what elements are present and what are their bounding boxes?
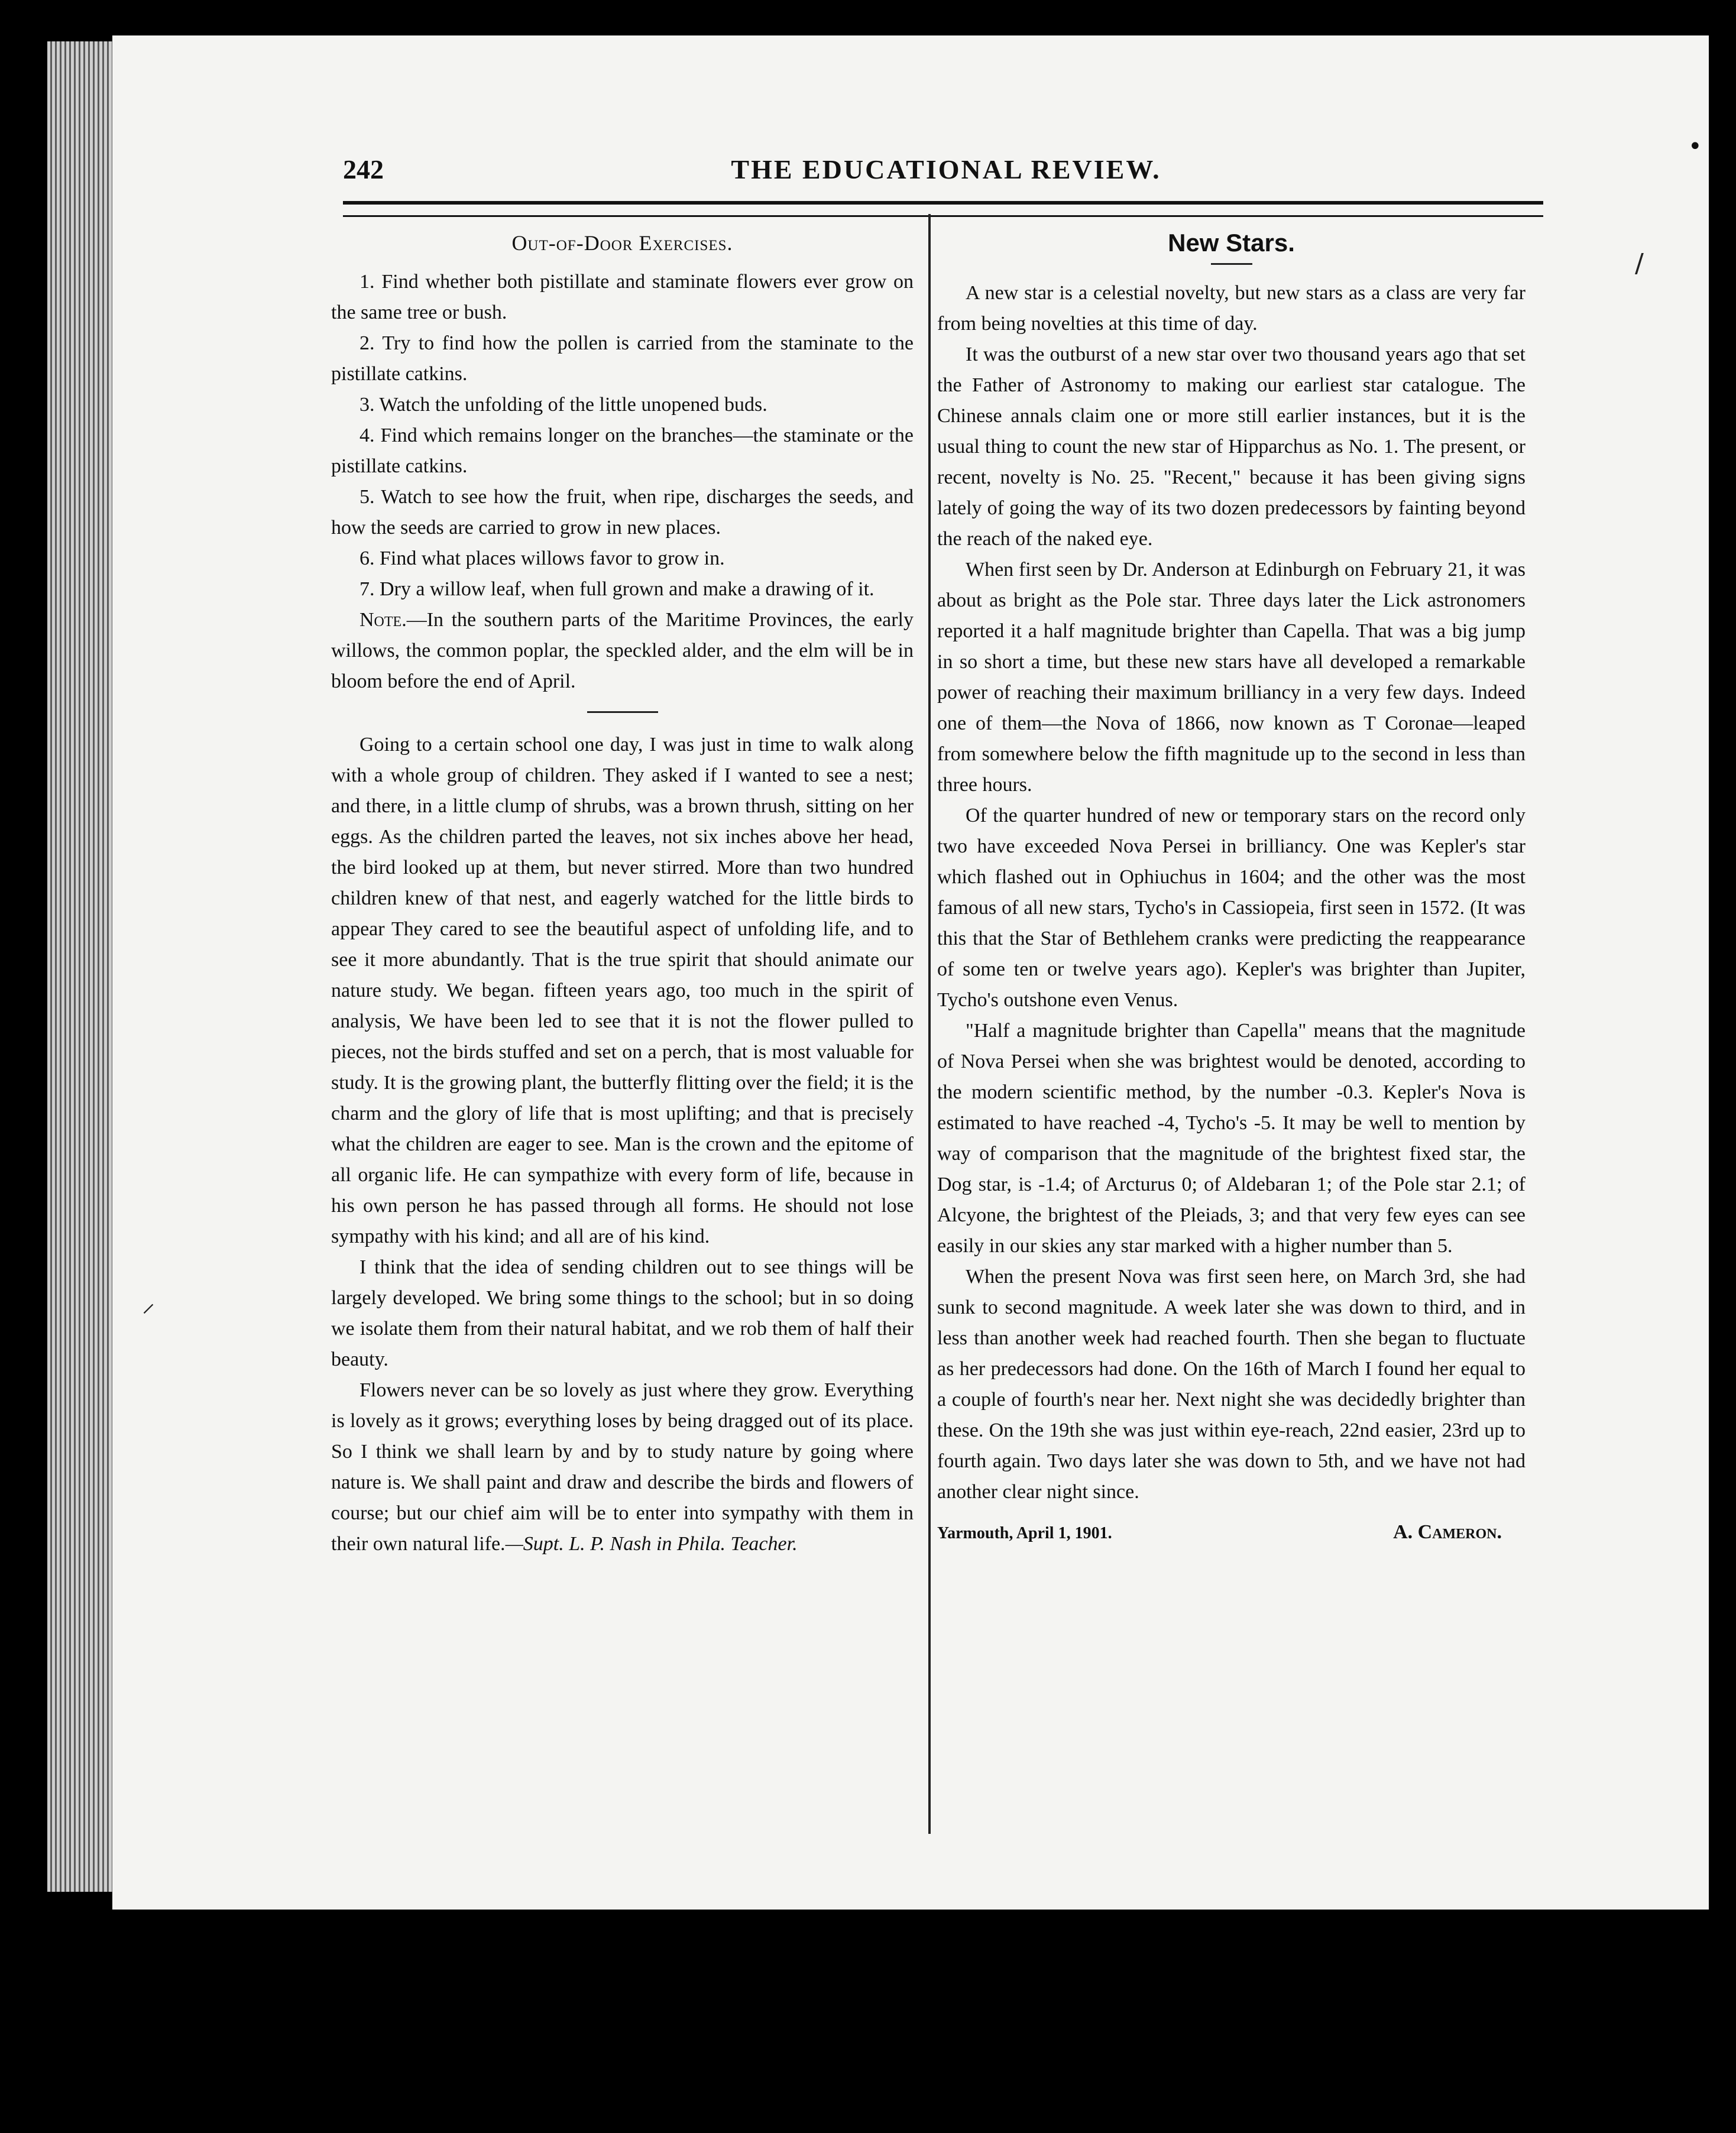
article-paragraph: When the present Nova was first seen here, on March 3rd, she had sunk to second magnitude. A week later she was down to third, and in less than another week had reached fourth. Then she began to fluctuate as her predecessors had done. On the 16th of March I found her equal to a couple of fourth's near her. Next night she was decidedly brighter than these. On the 19th she was just within eye-reach, 22nd easier, 23rd up to fourth again. Two days later she was down to 5th, and we have not had another clear night since. — [937, 1266, 1526, 1503]
exercise-item: 1. Find whether both pistillate and staminate flowers ever grow on the same tree or bush. — [331, 271, 914, 323]
signoff-place: Yarmouth, April 1, 1901. — [937, 1524, 1112, 1542]
closing-text: Flowers never can be so lovely as just where they grow. Everything is lovely as it grows; everything loses by being dragged out of its place. So I think we shall learn by and by to study nature by going where nature is. We shall paint and draw and describe the birds and flowers of course; but our chief aim will be to enter into sympathy with them in their own natural life. — [331, 1379, 914, 1555]
exercise-item: 3. Watch the unfolding of the little unopened buds. — [359, 394, 767, 416]
article-paragraph: A new star is a celestial novelty, but new stars as a class are very far from being novelties at this time of day. — [937, 282, 1526, 335]
margin-mark-right: / — [1635, 248, 1644, 278]
header-rule — [343, 201, 1543, 217]
article-paragraph: When first seen by Dr. Anderson at Edinburgh on February 21, it was about as bright as the Pole star. Three days later the Lick astronomers reported it a half magnitude brighter than Capella. That was a big jump in so short a time, but these new stars have all developed a remarkable power of reaching their maximum brilliancy in a very few days. Indeed one of them—the Nova of 1866, now known as T Coronae—leaped from somewhere below the fifth magnitude up to the second in less than three hours. — [937, 559, 1526, 796]
title-rule — [1211, 263, 1252, 265]
exercise-item: 2. Try to find how the pollen is carried from the staminate to the pistillate catkins. — [331, 332, 914, 385]
body-paragraph: Going to a certain school one day, I was just in time to walk along with a whole group of children. They asked if I wanted to see a nest; and there, in a little clump of shrubs, was a brown thrush, sitting on her eggs. As the children parted the leaves, not six inches above her head, the bird looked up at them, but never stirred. More than two hundred children knew of that nest, and eagerly watched for the little birds to appear They cared to see the beautiful aspect of unfolding life, and to see it more abundantly. That is the true spirit that should animate our nature study. We began. fifteen years ago, too much in the spirit of analysis, We have been led to see that it is not the flower pulled to pieces, not the birds stuffed and set on a perch, that is most valuable for study. It is the growing plant, the butterfly flitting over the field; it is the charm and the glory of life that is most uplifting; and that is precisely what the children are eager to see. Man is the crown and the epitome of all organic life. He can sympathize with every form of life, because in his own person he has passed through all forms. He should not lose sympathy with his kind; and all are of his kind. — [331, 734, 914, 1247]
column-divider — [928, 214, 931, 1834]
corner-mark: • — [1688, 133, 1702, 160]
exercise-item: 6. Find what places willows favor to grow in. — [359, 547, 725, 569]
body-paragraph: I think that the idea of sending children out to see things will be largely developed. We bring some things to the school; but in so doing we isolate them from their natural habitat, and we rob them of half their beauty. — [331, 1256, 914, 1370]
exercise-item: 5. Watch to see how the fruit, when ripe, discharges the seeds, and how the seeds are carried to grow in new places. — [331, 486, 914, 539]
closing-paragraph — [331, 1375, 914, 1560]
note-text: —In the southern parts of the Maritime Provinces, the early willows, the common poplar, the speckled alder, and the elm will be in bloom before the end of April. — [331, 609, 914, 692]
signoff-author: A. Cameron. — [1393, 1521, 1502, 1543]
signoff — [937, 1517, 1526, 1549]
article-paragraph: Of the quarter hundred of new or temporary stars on the record only two have exceeded Nova Persei in brilliancy. One was Kepler's star which flashed out in Ophiuchus in 1604; and the other was the most famous of all new stars, Tycho's in Cassiopeia, first seen in 1572. (It was this that the Star of Bethlehem cranks were predicting the reappearance of some ten or twelve years ago). Kepler's was brighter than Jupiter, Tycho's outshone even Venus. — [937, 805, 1526, 1011]
running-title: THE EDUCATIONAL REVIEW. — [731, 154, 1161, 184]
page-number: 242 — [343, 154, 384, 184]
article-paragraph: "Half a magnitude brighter than Capella" means that the magnitude of Nova Persei when she was brightest would be denoted, according to the modern scientific method, by the number -0.3. Kepler's Nova is estimated to have reached -4, Tycho's -5. It may be well to mention by way of comparison that the magnitude of the brightest fixed star, the Dog star, is -1.4; of Arcturus 0; of Aldebaran 1; of the Pole star 2.1; of Alcyone, the brightest of the Pleiads, 3; and that very few eyes can see easily in our skies any star marked with a higher number than 5. — [937, 1020, 1526, 1257]
exercise-item: 7. Dry a willow leaf, when full grown and make a drawing of it. — [359, 578, 875, 600]
article-title: New Stars. — [1168, 229, 1295, 257]
article-paragraph: It was the outburst of a new star over two thousand years ago that set the Father of Astronomy to making our earliest star catalogue. The Chinese annals claim one or more still earlier instances, but it is the usual thing to count the new star of Hipparchus as No. 1. The present, or recent, novelty is No. 25. "Recent," because it has been giving signs lately of going the way of its two dozen predecessors by fainting beyond the reach of the naked eye. — [937, 343, 1526, 550]
exercises-heading: Out-of-Door Exercises. — [511, 231, 733, 255]
margin-mark-left: ⸍ — [142, 1299, 155, 1329]
section-rule — [587, 711, 658, 713]
book-page-edges — [47, 41, 112, 1892]
attribution: —Supt. L. P. Nash in Phila. Teacher. — [505, 1533, 798, 1555]
page-header — [343, 154, 1549, 201]
note-label: Note. — [359, 609, 407, 631]
right-column — [937, 222, 1526, 1549]
left-column — [331, 222, 914, 1560]
note-paragraph — [331, 605, 914, 697]
exercise-item: 4. Find which remains longer on the branches—the staminate or the pistillate catkins. — [331, 424, 914, 477]
